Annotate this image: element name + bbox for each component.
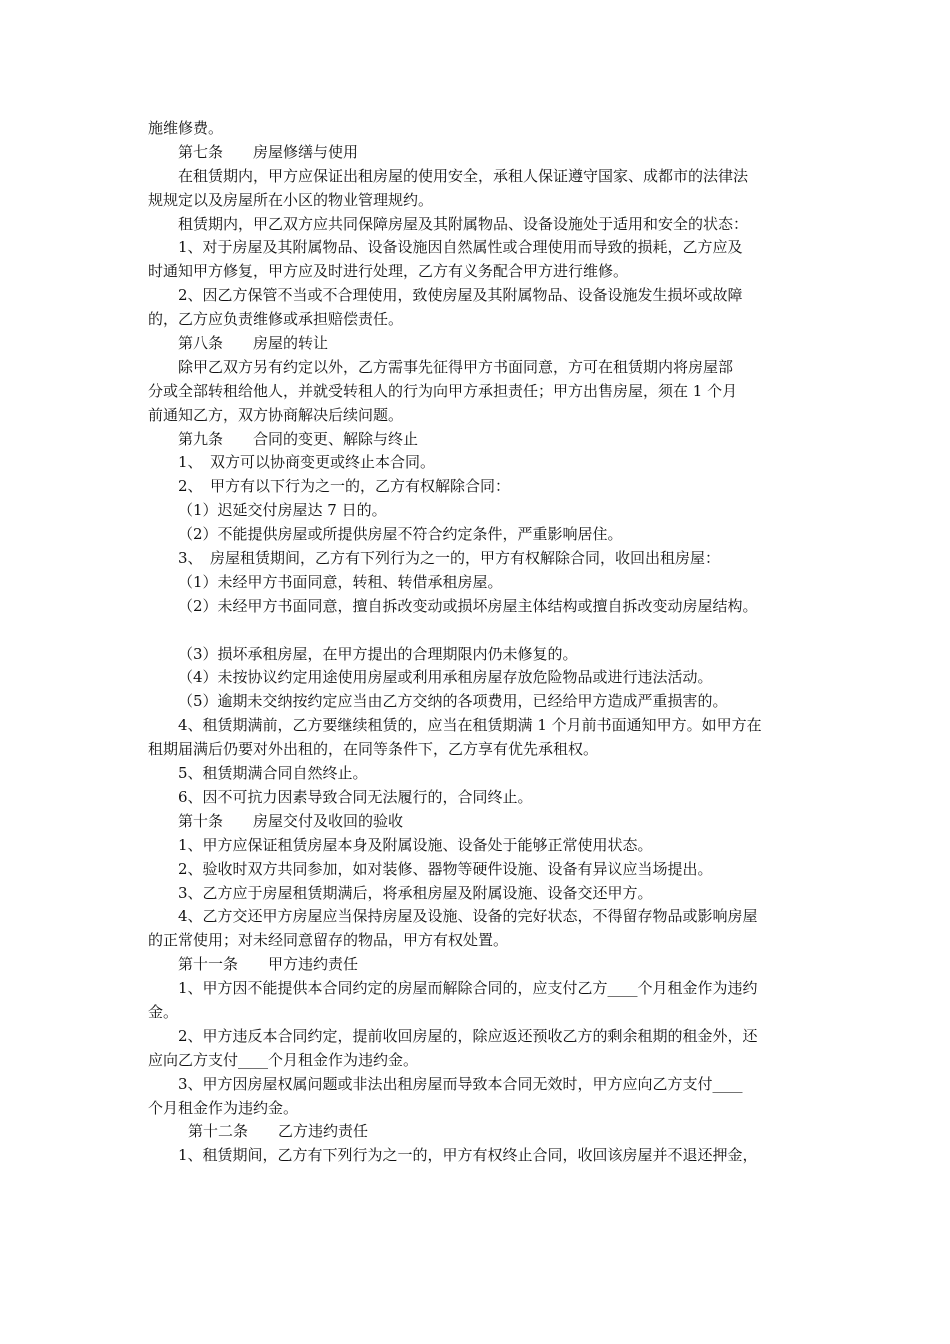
text-line: （1）未经甲方书面同意，转租、转借承租房屋。 — [178, 572, 503, 591]
article-number: 第十二条 — [188, 1122, 249, 1141]
text-line: 2、因乙方保管不当或不合理使用，致使房屋及其附属物品、设备设施发生损坏或故障 — [178, 286, 743, 305]
text-line: 应向乙方支付____个月租金作为违约金。 — [148, 1050, 419, 1069]
text-line: 时通知甲方修复，甲方应及时进行处理，乙方有义务配合甲方进行维修。 — [148, 262, 629, 281]
text-line: 3、乙方应于房屋租赁期满后，将承租房屋及附属设施、设备交还甲方。 — [178, 883, 653, 902]
text-line: 规规定以及房屋所在小区的物业管理规约。 — [148, 190, 434, 209]
text-line: 的正常使用；对未经同意留存的物品，甲方有权处置。 — [148, 931, 509, 950]
text-line: （1）迟延交付房屋达 7 日的。 — [178, 501, 387, 520]
text-line: 1、甲方应保证租赁房屋本身及附属设施、设备处于能够正常使用状态。 — [178, 835, 653, 854]
article-9-heading — [148, 428, 820, 452]
article-12-heading — [148, 1120, 820, 1144]
text-line: 6、因不可抗力因素导致合同无法履行的，合同终止。 — [178, 787, 533, 806]
article-number: 第八条 — [178, 334, 224, 353]
text-line: 除甲乙双方另有约定以外，乙方需事先征得甲方书面同意，方可在租赁期内将房屋部 — [178, 357, 734, 376]
article-number: 第十条 — [178, 811, 224, 830]
text-line: （4）未按协议约定用途使用房屋或利用承租房屋存放危险物品或进行违法活动。 — [178, 668, 713, 687]
contract-body — [148, 117, 820, 1168]
text-line: 3、 房屋租赁期间，乙方有下列行为之一的，甲方有权解除合同，收回出租房屋： — [178, 549, 721, 568]
article-number: 第九条 — [178, 429, 224, 448]
text-line: 1、租赁期间，乙方有下列行为之一的，甲方有权终止合同，收回该房屋并不退还押金， — [178, 1146, 758, 1165]
text-line: 2、 甲方有以下行为之一的，乙方有权解除合同： — [178, 477, 511, 496]
text-line: 4、乙方交还甲方房屋应当保持房屋及设施、设备的完好状态，不得留存物品或影响房屋 — [178, 907, 758, 926]
text-line: （3）损坏承租房屋，在甲方提出的合理期限内仍未修复的。 — [178, 644, 578, 663]
text-line: 1、 双方可以协商变更或终止本合同。 — [178, 453, 436, 472]
blank-line — [148, 619, 820, 643]
text-line: 租期届满后仍要对外出租的，在同等条件下，乙方享有优先承租权。 — [148, 740, 599, 759]
text-line: 的，乙方应负责维修或承担赔偿责任。 — [148, 310, 404, 329]
text-line: 租赁期内，甲乙双方应共同保障房屋及其附属物品、设备设施处于适用和安全的状态： — [178, 214, 749, 233]
text-line: 5、租赁期满合同自然终止。 — [178, 764, 368, 783]
text-line: 个月租金作为违约金。 — [148, 1098, 299, 1117]
article-11-heading — [148, 953, 820, 977]
text-line: 施维修费。 — [148, 119, 224, 137]
article-title: 甲方违约责任 — [268, 955, 359, 974]
text-line: （2）未经甲方书面同意，擅自拆改变动或损坏房屋主体结构或擅自拆改变动房屋结构。 — [178, 596, 758, 615]
article-title: 乙方违约责任 — [278, 1122, 369, 1141]
text-line: 2、甲方违反本合同约定，提前收回房屋的，除应返还预收乙方的剩余租期的租金外，还 — [178, 1026, 758, 1045]
text-line: 前通知乙方，双方协商解决后续问题。 — [148, 405, 404, 424]
text-line: 金。 — [148, 1002, 179, 1021]
article-number: 第十一条 — [178, 955, 239, 974]
text-line: （2）不能提供房屋或所提供房屋不符合约定条件，严重影响居住。 — [178, 525, 623, 544]
article-10-heading — [148, 810, 820, 834]
text-line: 2、验收时双方共同参加，如对装修、器物等硬件设施、设备有异议应当场提出。 — [178, 859, 713, 878]
article-8-heading — [148, 332, 820, 356]
text-line: （5）逾期未交纳按约定应当由乙方交纳的各项费用，已经给甲方造成严重损害的。 — [178, 692, 728, 711]
article-number: 第七条 — [178, 142, 224, 161]
text-line: 分或全部转租给他人，并就受转租人的行为向甲方承担责任；甲方出售房屋，须在 1 个月 — [148, 381, 738, 400]
text-line: 4、租赁期满前，乙方要继续租赁的，应当在租赁期满 1 个月前书面通知甲方。如甲方在 — [178, 716, 762, 735]
text-line: 在租赁期内，甲方应保证出租房屋的使用安全，承租人保证遵守国家、成都市的法律法 — [178, 166, 749, 185]
article-7-heading — [148, 141, 820, 165]
text-line: 3、甲方因房屋权属问题或非法出租房屋而导致本合同无效时，甲方应向乙方支付____ — [178, 1074, 743, 1093]
article-title: 房屋交付及收回的验收 — [253, 811, 404, 830]
text-line: 1、对于房屋及其附属物品、设备设施因自然属性或合理使用而导致的损耗，乙方应及 — [178, 238, 743, 257]
article-title: 房屋修缮与使用 — [253, 142, 359, 161]
text-line: 1、甲方因不能提供本合同约定的房屋而解除合同的，应支付乙方____个月租金作为违约 — [178, 979, 758, 998]
article-title: 合同的变更、解除与终止 — [253, 429, 419, 448]
article-title: 房屋的转让 — [253, 334, 329, 353]
